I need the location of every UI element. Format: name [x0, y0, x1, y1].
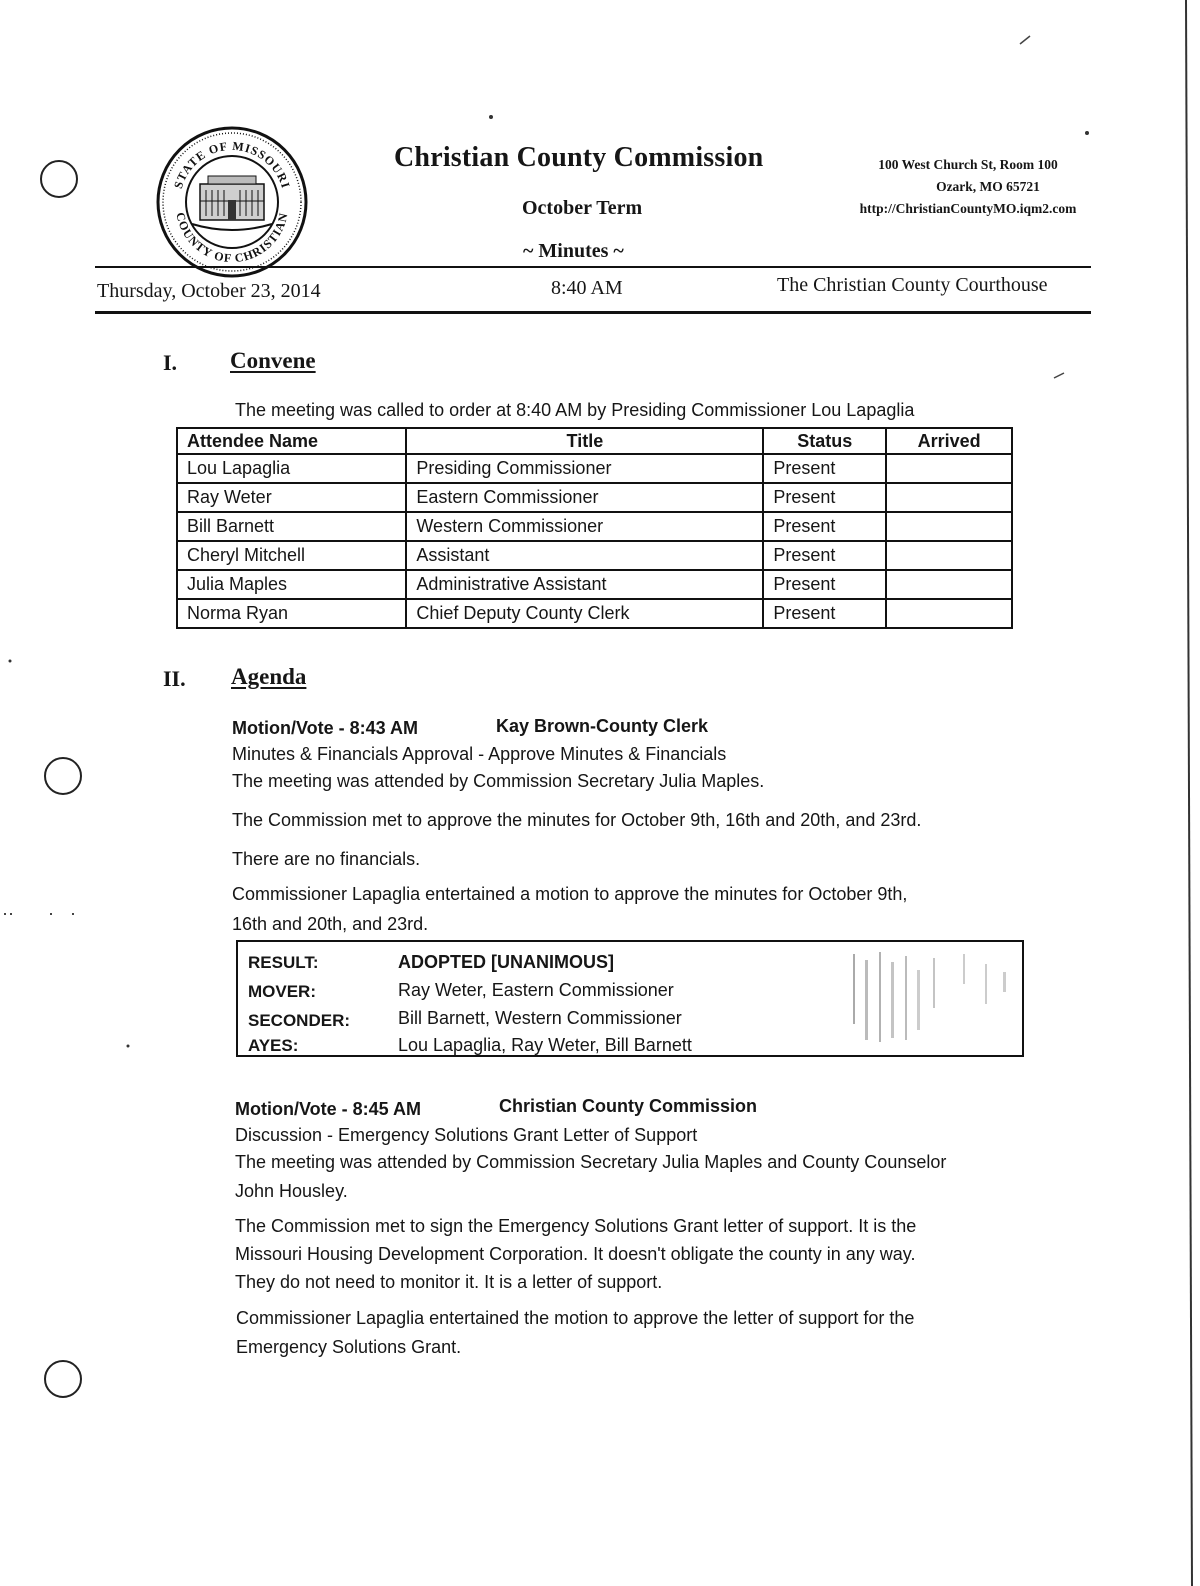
attendee-name: Cheryl Mitchell [177, 541, 406, 570]
vote-result-box [236, 940, 1024, 1057]
seconder-key: SECONDER: [248, 1011, 351, 1030]
ayes-key: AYES: [248, 1036, 299, 1055]
motion-presenter-2: Christian County Commission [499, 1096, 758, 1116]
ayes-value: Lou Lapaglia, Ray Weter, Bill Barnett [398, 1035, 692, 1055]
address-line2: Ozark, MO 65721 [936, 179, 1040, 194]
motion-paragraph-2-1b: Missouri Housing Development Corporation. It doesn't obligate the county in any way. [235, 1244, 916, 1264]
table-row [177, 454, 1012, 483]
attendee-title: Eastern Commissioner [406, 483, 763, 512]
table-header-row [177, 428, 1012, 454]
column-header-status: Status [763, 428, 886, 454]
attendee-arrived [886, 599, 1012, 628]
section-number-convene: I. [163, 350, 178, 375]
column-header-arrived: Arrived [886, 428, 1012, 454]
attendee-name: Lou Lapaglia [177, 454, 406, 483]
table-row [177, 541, 1012, 570]
motion-paragraph-3a: Commissioner Lapaglia entertained a motion to approve the minutes for October 9th, [232, 884, 908, 904]
motion-time-2: Motion/Vote - 8:45 AM [235, 1099, 421, 1119]
result-key: RESULT: [248, 953, 319, 972]
seal-text-bottom: COUNTY OF CHRISTIAN [173, 210, 291, 266]
attendee-status: Present [763, 483, 886, 512]
meeting-date: Thursday, October 23, 2014 [97, 280, 321, 302]
attendee-status: Present [763, 512, 886, 541]
header-rule-top [95, 266, 1091, 268]
table-row [177, 599, 1012, 628]
section-number-agenda: II. [163, 666, 186, 691]
result-value: ADOPTED [UNANIMOUS] [398, 952, 614, 972]
attendee-status: Present [763, 454, 886, 483]
table-row [177, 570, 1012, 599]
minutes-label: ~ Minutes ~ [523, 240, 624, 262]
meeting-time: 8:40 AM [551, 277, 623, 299]
attendee-arrived [886, 570, 1012, 599]
column-header-name: Attendee Name [177, 428, 406, 454]
attendee-title: Assistant [406, 541, 763, 570]
attendee-table [176, 427, 1013, 629]
attendee-title: Administrative Assistant [406, 570, 763, 599]
seal-text-top: STATE OF MISSOURI [170, 138, 294, 191]
mover-key: MOVER: [248, 982, 316, 1001]
attendee-name: Norma Ryan [177, 599, 406, 628]
table-row [177, 512, 1012, 541]
term-label: October Term [522, 197, 643, 219]
attendee-status: Present [763, 541, 886, 570]
binder-hole-middle [44, 757, 82, 795]
attendee-title: Western Commissioner [406, 512, 763, 541]
motion-subject-2: Discussion - Emergency Solutions Grant Letter of Support [235, 1125, 698, 1145]
attendee-title: Presiding Commissioner [406, 454, 763, 483]
website-link[interactable]: http://ChristianCountyMO.iqm2.com [859, 201, 1077, 216]
attendee-arrived [886, 512, 1012, 541]
meeting-location: The Christian County Courthouse [777, 274, 1048, 296]
attendee-arrived [886, 541, 1012, 570]
motion-paragraph-2-1a: The Commission met to sign the Emergency Solutions Grant letter of support. It is the [235, 1216, 917, 1236]
motion-subject-1: Minutes & Financials Approval - Approve Minutes & Financials [232, 744, 727, 764]
motion-attended-1: The meeting was attended by Commission Secretary Julia Maples. [232, 771, 765, 791]
motion-paragraph-1: The Commission met to approve the minutes for October 9th, 16th and 20th, and 23rd. [232, 810, 922, 830]
motion-paragraph-3b: 16th and 20th, and 23rd. [232, 914, 429, 934]
attendee-status: Present [763, 599, 886, 628]
binder-hole-bottom [44, 1360, 82, 1398]
mover-value: Ray Weter, Eastern Commissioner [398, 980, 674, 1000]
convene-intro: The meeting was called to order at 8:40 AM by Presiding Commissioner Lou Lapaglia [235, 400, 915, 420]
motion-attended-2a: The meeting was attended by Commission Secretary Julia Maples and County Counselor [235, 1152, 947, 1172]
section-title-agenda: Agenda [231, 664, 307, 689]
motion-presenter-1: Kay Brown-County Clerk [496, 716, 709, 736]
commission-title: Christian County Commission [394, 142, 764, 173]
attendee-name: Bill Barnett [177, 512, 406, 541]
attendee-name: Ray Weter [177, 483, 406, 512]
attendee-name: Julia Maples [177, 570, 406, 599]
section-title-convene: Convene [230, 348, 316, 373]
motion-paragraph-2-1c: They do not need to monitor it. It is a letter of support. [235, 1272, 663, 1292]
motion-time-1: Motion/Vote - 8:43 AM [232, 718, 418, 738]
column-header-title: Title [406, 428, 763, 454]
table-row [177, 483, 1012, 512]
motion-attended-2b: John Housley. [235, 1181, 348, 1201]
binder-hole-top [40, 160, 78, 198]
scan-noise [813, 950, 1013, 1050]
motion-paragraph-2-2b: Emergency Solutions Grant. [236, 1337, 462, 1357]
attendee-status: Present [763, 570, 886, 599]
attendee-title: Chief Deputy County Clerk [406, 599, 763, 628]
motion-paragraph-2-2a: Commissioner Lapaglia entertained the motion to approve the letter of support for the [236, 1308, 915, 1328]
motion-paragraph-2: There are no financials. [232, 849, 421, 869]
address-block [850, 154, 1086, 220]
attendee-arrived [886, 483, 1012, 512]
seconder-value: Bill Barnett, Western Commissioner [398, 1008, 682, 1028]
attendee-arrived [886, 454, 1012, 483]
address-line1: 100 West Church St, Room 100 [878, 157, 1058, 172]
header-rule-bottom [95, 311, 1091, 314]
county-seal [156, 126, 308, 278]
